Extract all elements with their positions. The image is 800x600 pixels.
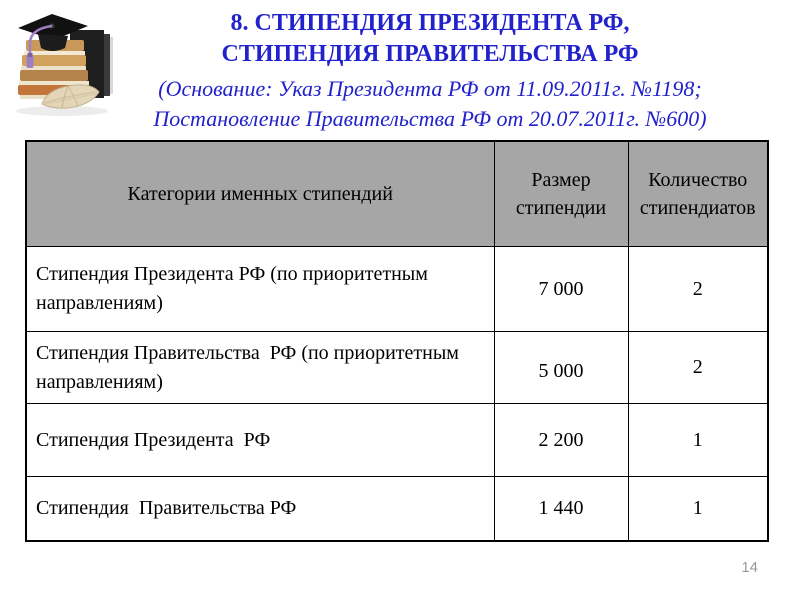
category-cell: Стипендия Правительства РФ: [26, 477, 494, 541]
category-cell: Стипендия Президента РФ (по приоритетным направлениям): [26, 247, 494, 332]
title-line-2: СТИПЕНДИЯ ПРАВИТЕЛЬСТВА РФ: [221, 41, 639, 67]
size-cell: 7 000: [494, 247, 628, 332]
size-cell: 1 440: [494, 477, 628, 541]
header-categories: Категории именных стипендий: [26, 141, 494, 247]
header-size: Размер стипендии: [494, 141, 628, 247]
scholarship-table: [25, 140, 769, 542]
header-count: Количество стипендиатов: [628, 141, 768, 247]
table-row: [26, 332, 768, 404]
count-cell: 2: [628, 247, 768, 332]
subtitle-line-2: Постановление Правительства РФ от 20.07.2011г. №600): [153, 106, 707, 131]
page-number: 14: [741, 559, 758, 576]
size-cell: 5 000: [494, 332, 628, 404]
count-cell: 1: [628, 404, 768, 477]
size-cell: 2 200: [494, 404, 628, 477]
title-line-1: 8. СТИПЕНДИЯ ПРЕЗИДЕНТА РФ,: [230, 10, 630, 36]
slide-title-block: [70, 8, 790, 134]
table-row: [26, 404, 768, 477]
count-cell: 2: [628, 332, 768, 404]
category-cell: Стипендия Правительства РФ (по приоритетным направлениям): [26, 332, 494, 404]
table-header-row: [26, 141, 768, 247]
category-cell: Стипендия Президента РФ: [26, 404, 494, 477]
count-cell: 1: [628, 477, 768, 541]
subtitle-line-1: (Основание: Указ Президента РФ от 11.09.2011г. №1198;: [158, 76, 702, 101]
table-row: [26, 247, 768, 332]
table-row: [26, 477, 768, 541]
